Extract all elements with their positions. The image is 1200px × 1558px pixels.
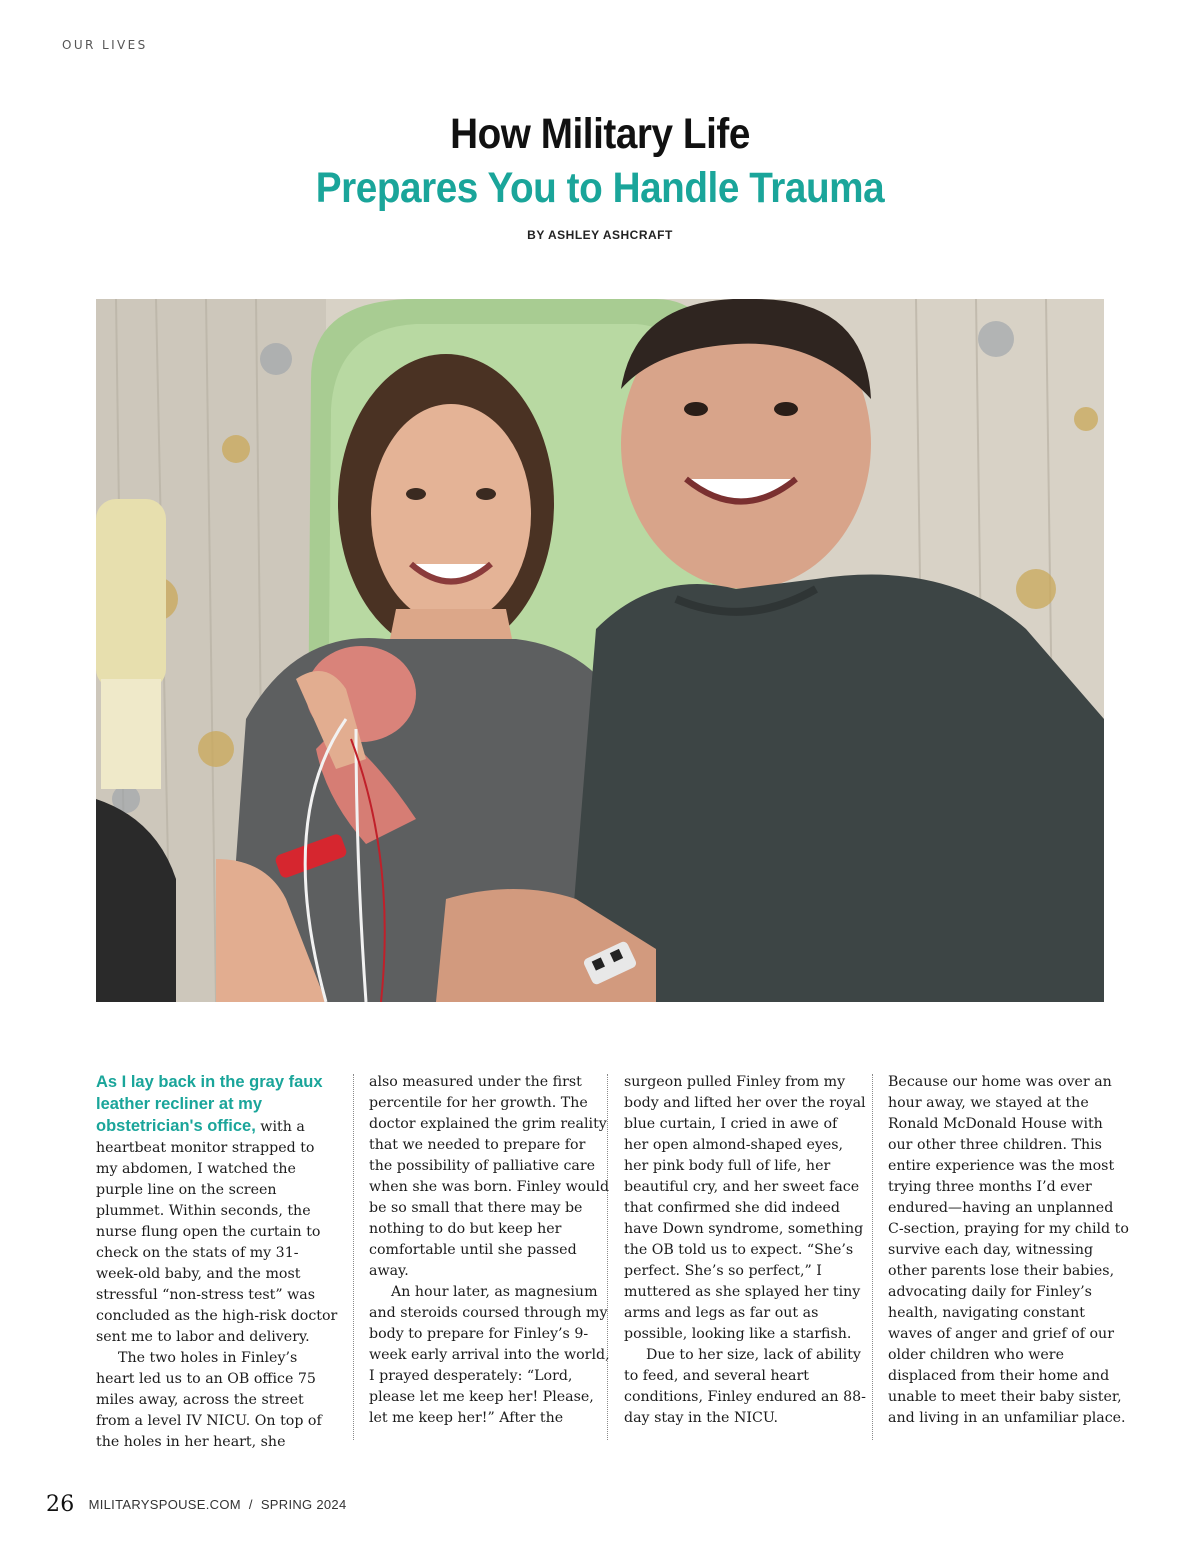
family-photo-illustration [96,299,1104,1002]
family-photo [96,299,1104,1002]
article-column-4 [888,1072,1130,1429]
page-number: 26 [46,1492,75,1517]
article-paragraph [96,1072,338,1348]
article-paragraph: The two holes in Finley’s heart led us to an OB office 75 miles away, across the street from a level IV NICU. On top of the holes in her heart, she [96,1350,322,1450]
article-paragraph: surgeon pulled Finley from my body and lifted her over the royal blue curtain, I cried in awe of her open almond-shaped eyes, her pink body full of life, her beautiful cry, and her sweet face that confirmed she did indeed have Down syndrome, something the OB told us to expect. “She’s perfect. She’s so perfect,” I muttered as she splayed her tiny arms and legs as far out as possible, looking like a starfish. [624,1074,866,1342]
footer-separator: / [248,1497,253,1512]
article-body [96,1072,1129,1450]
article-paragraph: An hour later, as magnesium and steroids coursed through my body to prepare for Finley’s 9-week early arrival into the world, I prayed desperately: “Lord, please let me keep her! Please, let me keep her!” After the [369,1284,610,1426]
lead-in: As I lay back in the gray faux leather recliner at my obstetrician's office, [96,1073,323,1135]
section-label: OUR LIVES [62,38,148,52]
headline-line-2: Prepares You to Handle Trauma [315,164,885,212]
column-divider [353,1074,354,1440]
column-divider [607,1074,608,1440]
article-header [0,108,1200,242]
article-column-1 [96,1072,338,1453]
article-column-2 [369,1072,611,1429]
article-paragraph: Because our home was over an hour away, we stayed at the Ronald McDonald House with our other three children. This entire experience was the most trying three months I’d ever endured—having an unplanned C-section, praying for my child to survive each day, witnessing other parents lose their babies, advocating daily for Finley’s health, navigating constant waves of anger and grief of our older children who were displaced from their home and unable to meet their baby sister, and living in an unfamiliar place. [888,1074,1129,1426]
article-paragraph: Due to her size, lack of ability to feed, and several heart conditions, Finley endured an 88-day stay in the NICU. [624,1347,866,1426]
issue-label: SPRING 2024 [260,1497,347,1512]
site-name: MILITARYSPOUSE.COM [88,1497,241,1512]
article-paragraph: also measured under the first percentile for her growth. The doctor explained the grim reality that we needed to prepare for the possibility of palliative care when she was born. Finley would be so small that there may be nothing to do but keep her comfortable until she passed away. [369,1074,610,1279]
byline: BY ASHLEY ASHCRAFT [527,228,673,242]
column-divider [872,1074,873,1440]
headline-line-1: How Military Life [450,110,750,158]
page-footer [46,1492,347,1517]
article-column-3 [624,1072,866,1429]
paragraph-text: with a heartbeat monitor strapped to my abdomen, I watched the purple line on the screen plummet. Within seconds, the nurse flung open the curtain to check on the stats of my 31-week-old baby, and the most stressful “non-stress test” was concluded as the high-risk doctor sent me to labor and delivery. [96,1119,338,1345]
